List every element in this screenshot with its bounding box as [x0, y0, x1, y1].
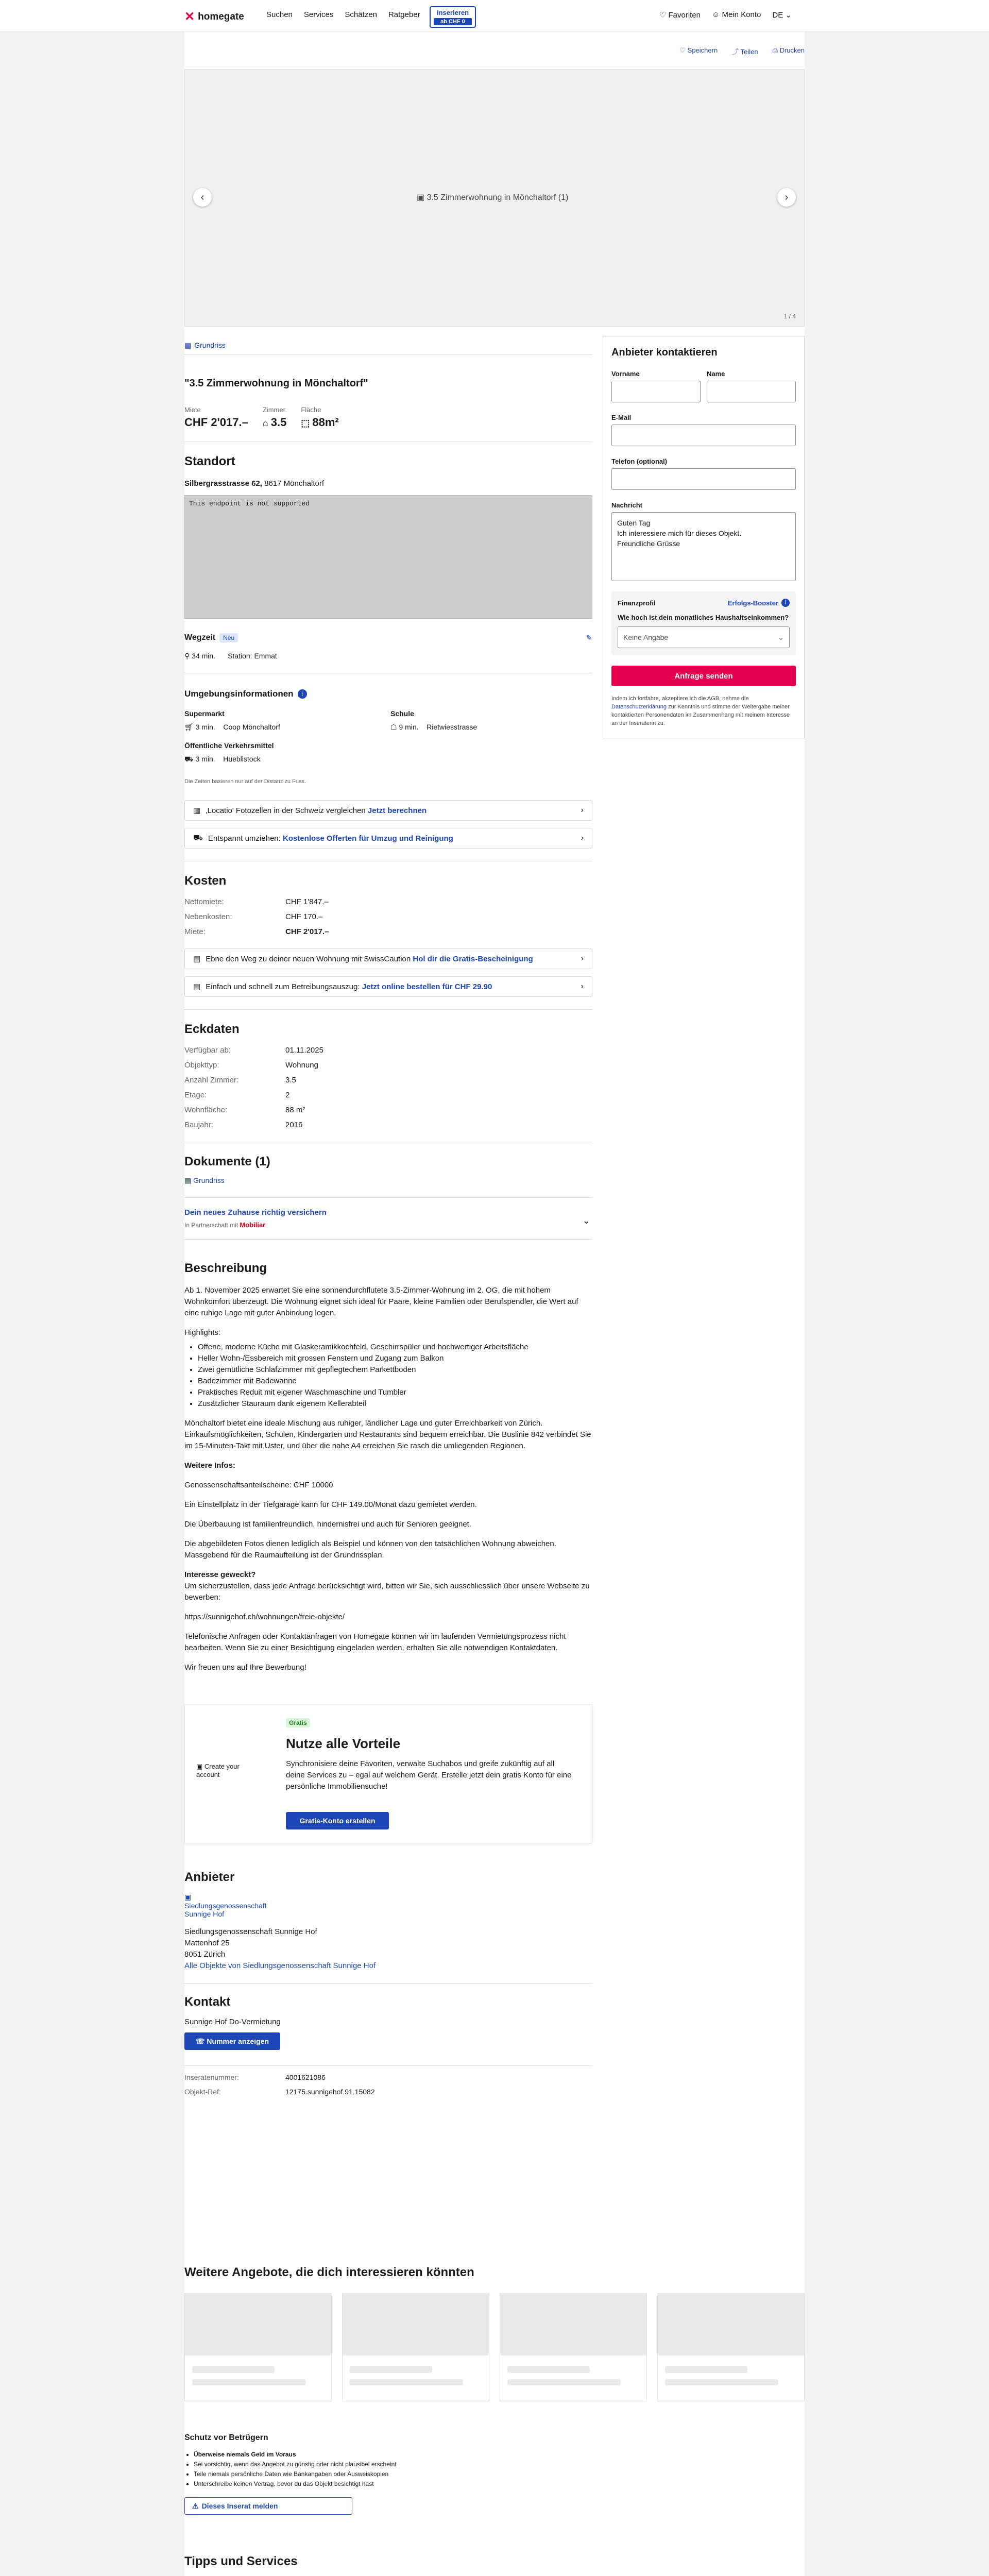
send-request-button[interactable]: Anfrage senden [611, 666, 796, 686]
tips-section [184, 2554, 805, 2576]
gallery-next-icon[interactable]: › [777, 188, 796, 207]
moving-banner[interactable]: ⛟ Entspannt umziehen: Kostenlose Offerten für Umzug und Reinigung › [184, 828, 592, 849]
offer-card-skeleton[interactable] [184, 2293, 332, 2401]
gallery-prev-icon[interactable]: ‹ [193, 188, 212, 207]
calculator-icon: ▥ [193, 806, 201, 815]
listing-actions [679, 46, 805, 56]
chevron-down-icon: ⌄ [778, 633, 784, 641]
document-icon: ▤ [184, 341, 192, 349]
insurance-accordion[interactable]: Dein neues Zuhause richtig versichern In Partnerschaft mit Mobiliar ⌄ [184, 1208, 590, 1229]
homegate-logo[interactable]: ✕ homegate [184, 10, 244, 24]
offer-card-skeleton[interactable] [342, 2293, 489, 2401]
show-phone-button[interactable]: ☏ Nummer anzeigen [184, 2032, 280, 2050]
document-floorplan-link[interactable]: ▤ Grundriss [184, 1176, 225, 1184]
address: Silbergrasstrasse 62, 8617 Mönchaltorf [184, 479, 325, 488]
document-icon: ▤ [193, 982, 201, 991]
costs-heading: Kosten [184, 874, 227, 888]
rooms-fact: Zimmer ⌂ 3.5 [262, 406, 287, 429]
mobiliar-logo: Mobiliar [240, 1221, 266, 1229]
insert-button[interactable]: Inserieren ab CHF 0 [430, 6, 476, 28]
offer-card-skeleton[interactable] [657, 2293, 805, 2401]
divider [184, 1197, 592, 1198]
divider [184, 1239, 592, 1240]
share-button[interactable]: ⤴ Teilen [732, 48, 758, 56]
chevron-right-icon: › [581, 982, 584, 991]
floorplan-link[interactable]: ▤ Grundriss [184, 341, 226, 349]
documents-heading: Dokumente (1) [184, 1155, 270, 1168]
new-badge: Neu [219, 633, 238, 642]
nav-services[interactable]: Services [303, 10, 334, 19]
promo-text: Synchronisiere deine Favoriten, verwalte Suchabos und greife zukünftig auf all deine Services zu – egal auf welchem Gerät. Erstelle jetzt dein gratis Konto für eine persönliche Immobiliensuche! [286, 1759, 572, 1791]
header-right [659, 10, 792, 20]
fraud-tips: • Überweise niemals Geld im Voraus • Sei vorsichtig, wenn das Angebot zu günstig oder nicht plausibel erscheint • Teile niemals persönliche Daten wie Bankangaben oder Ausweiskopien • Unterschreibe keinen Vertrag, bevor du das Objekt besichtigt hast [194, 2450, 805, 2489]
listing-title: "3.5 Zimmerwohnung in Mönchaltorf" [184, 378, 368, 389]
insert-price-badge: ab CHF 0 [434, 18, 472, 25]
contact-form: Anbieter kontaktieren Vorname Name E-Mail Telefon (optional) Nachricht Guten Tag Ich interessiere mich für dieses Objekt. Freundliche Grüsse Finanzprofil Erfolgs-Booster i Wie hoch ist dein monatliches Haushaltseinkommen? Keine Angabe ⌄ Anfrage senden Indem ich fortfahre, akzeptiere ich die AGB, nehme die Datenschutzerklärung zur Kenntnis und stimme der Weitergabe meiner kontaktierten Personendaten im Zusammenhang mit meinem Interesse an der Inseraterin zu. [603, 336, 805, 738]
highlights-list: • Offene, moderne Küche mit Glaskeramikkochfeld, Geschirrspüler und hochwertiger Arbeitsfläche • Heller Wohn-/Essbereich mit grossen Fenstern und Zugang zum Balkon • Zwei gemütliche Schlafzimmer mit gepflegtechem Parkettboden • Badezimmer mit Badewanne • Praktisches Reduit mit eigener Waschmaschine und Tumbler • Zusätzlicher Stauraum dank eigenem Kellerabteil [198, 1342, 592, 1410]
finance-profile: Finanzprofil Erfolgs-Booster i Wie hoch ist dein monatliches Haushaltseinkommen? Keine Angabe ⌄ [611, 591, 796, 655]
debt-register-banner[interactable]: ▤ Einfach und schnell zum Betreibungsauszug: Jetzt online bestellen für CHF 29.90 › [184, 976, 592, 997]
chevron-right-icon: › [581, 954, 584, 963]
user-icon: ☺ [712, 10, 722, 19]
description-body: Ab 1. November 2025 erwartet Sie eine sonnendurchflutete 3.5-Zimmer-Wohnung im 2. OG, die mit hohem Wohnkomfort überzeugt. Die Wohnung eignet sich ideal für Paare, kleine Familien oder Berufspendler, die Wert auf eine ruhige Lage mit guter Anbindung legen. Highlights: • Offene, moderne Küche mit Glaskeramikkochfeld, Geschirrspüler und hochwertiger Arbeitsfläche • Heller Wohn-/Essbereich mit grossen Fenstern und Zugang zum Balkon • Zwei gemütliche Schlafzimmer mit gepflegtechem Parkettboden • Badezimmer mit Badewanne • Praktisches Reduit mit eigener Waschmaschine und Tumbler • Zusätzlicher Stauraum dank eigenem Kellerabteil Mönchaltorf bietet eine ideale Mischung aus ruhiger, ländlicher Lage und guter Erreichbarkeit von Zürich. Einkaufsmöglichkeiten, Schulen, Kindergarten und Restaurants sind bequem erreichbar. Die Buslinie 842 verbindet Sie im 15-Minuten-Takt mit Uster, und über die nahe A4 erreichen Sie rasch die umliegenden Regionen. Weitere Infos: Genossenschaftsanteilscheine: CHF 10000 Ein Einstellplatz in der Tiefgarage kann für CHF 149.00/Monat dazu gemietet werden. Die Überbauung ist familienfreundlich, hindernisfrei und auch für Senioren geeignet. Die abgebildeten Fotos dienen lediglich als Beispiel und können von den tatsächlichen Wohnung abweichen. Massgebend für die Raumaufteilung ist der Grundrissplan. Interesse geweckt? Um sicherzustellen, dass jede Anfrage berücksichtigt wird, bitten wir Sie, sich ausschliesslich über unsere Webseite zu bewerben: https://sunnigehof.ch/wohnungen/freie-objekte/ Telefonische Anfragen oder Kontaktanfragen von Homegate können wir im laufenden Vermietungsprozess nicht bearbeiten. Wenn Sie zu einer Besichtigung eingeladen werden, erhalten Sie alle notwendigen Kontaktdaten. Wir freuen uns auf Ihre Bewerbung! [184, 1285, 592, 1673]
warning-icon: ⚠ [192, 2501, 199, 2510]
listing-references: Inseratenummer: 4001621086 Objekt-Ref: 12175.sunnigehof.91.15082 [184, 2073, 375, 2096]
chevron-right-icon: › [581, 834, 584, 842]
more-offers-section [184, 2265, 805, 2515]
environment-note: Die Zeiten basieren nur auf der Distanz zu Fuss. [184, 778, 306, 785]
main-nav [266, 10, 420, 19]
costs-table: Nettomiete: CHF 1'847.– Nebenkosten: CHF 170.– Miete: CHF 2'017.– [184, 897, 329, 936]
description-heading: Beschreibung [184, 1261, 267, 1275]
privacy-link[interactable]: Datenschutzerklärung [611, 704, 667, 710]
lastname-input[interactable] [707, 381, 796, 402]
provider-all-listings-link[interactable]: Alle Objekte von Siedlungsgenossenschaft Sunnige Hof [184, 1961, 376, 1970]
area-fact: Fläche ⬚ 88m² [301, 406, 339, 429]
commute-header: Wegzeit Neu ✎ [184, 633, 592, 642]
locatio-banner[interactable]: ▥ ‚Locatio' Fotozellen in der Schweiz vergleichen Jetzt berechnen › [184, 800, 592, 821]
logo-mark-icon: ✕ [184, 10, 195, 24]
promo-image: ▣ Create your account [196, 1762, 240, 1778]
rent-fact: Miete CHF 2'017.– [184, 406, 248, 429]
bus-icon: ⛟ [184, 755, 196, 763]
firstname-input[interactable] [611, 381, 701, 402]
divider [184, 2065, 592, 2066]
divider [184, 354, 592, 355]
edit-icon[interactable]: ✎ [586, 634, 592, 642]
contact-form-title: Anbieter kontaktieren [611, 347, 718, 358]
house-icon: ⌂ [262, 418, 271, 428]
divider [184, 1983, 592, 1984]
language-select[interactable]: DE ⌄ [772, 11, 792, 20]
share-icon: ⤴ [732, 48, 741, 56]
heart-icon: ♡ [679, 46, 688, 54]
swisscaution-banner[interactable]: ▤ Ebne den Weg zu deiner neuen Wohnung mit SwissCaution Hol dir die Gratis-Bescheinigung › [184, 948, 592, 969]
chevron-right-icon: › [581, 806, 584, 815]
commute-info: ⚲ 34 min. Station: Emmat [184, 652, 277, 660]
tips-heading: Tipps und Services [184, 2554, 298, 2568]
key-facts [184, 406, 592, 429]
broken-image-icon: ▣ [196, 1762, 204, 1770]
create-account-button[interactable]: Gratis-Konto erstellen [286, 1812, 389, 1829]
walking-icon: ⚲ [184, 652, 192, 660]
location-heading: Standort [184, 454, 235, 468]
truck-icon: ⛟ [193, 833, 203, 842]
broken-image-icon: ▣ [184, 1893, 192, 1901]
provider-logo[interactable]: ▣ Siedlungsgenossenschaft Sunnige Hof [184, 1893, 267, 1918]
image-gallery[interactable] [184, 69, 805, 327]
document-icon: ▤ [184, 1176, 194, 1184]
document-icon: ▤ [193, 955, 201, 963]
income-select[interactable]: Keine Angabe ⌄ [618, 626, 790, 648]
free-badge: Gratis [286, 1718, 310, 1727]
save-button[interactable]: ♡ Speichern [679, 46, 718, 54]
phone-input[interactable] [611, 468, 796, 490]
nav-suchen[interactable]: Suchen [266, 10, 293, 19]
fraud-heading: Schutz vor Betrügern [184, 2433, 268, 2442]
gallery-image-alt: ▣ 3.5 Zimmerwohnung in Mönchaltorf (1) [417, 193, 569, 202]
printer-icon: ⎙ [772, 46, 780, 54]
account-promo [184, 1704, 592, 1843]
page-container [184, 32, 805, 2576]
info-icon[interactable]: i [781, 599, 790, 607]
offer-card-skeleton[interactable] [500, 2293, 647, 2401]
print-button[interactable]: ⎙ Drucken [772, 46, 805, 54]
divider [184, 1009, 592, 1010]
offer-cards [184, 2293, 805, 2406]
broken-image-icon: ▣ [417, 193, 427, 202]
report-listing-button[interactable]: ⚠ Dieses Inserat melden [184, 2497, 352, 2515]
heart-icon: ♡ [659, 11, 669, 20]
top-navigation-bar [0, 0, 989, 32]
legal-notice: Indem ich fortfahre, akzeptiere ich die AGB, nehme die Datenschutzerklärung zur Kenntnis und stimme der Weitergabe meiner kontaktierten Personendaten im Zusammenhang mit meinem Interesse an der Inseraterin zu. [611, 696, 790, 726]
name-row: Vorname Name [611, 370, 796, 402]
main-column [184, 336, 592, 2096]
message-textarea[interactable]: Guten Tag Ich interessiere mich für dieses Objekt. Freundliche Grüsse [611, 512, 796, 581]
promo-title: Nutze alle Vorteile [286, 1736, 401, 1751]
environment-grid: Supermarkt 🛒︎ 3 min. Coop Mönchaltorf Schule ☖ 9 min. Rietwiesstrasse Öffentliche Verkehrsmittel ⛟ 3 min. Hueblistock [184, 709, 478, 763]
nav-schaetzen[interactable]: Schätzen [345, 10, 377, 19]
booster-link[interactable]: Erfolgs-Booster [727, 599, 778, 607]
contact-heading: Kontakt [184, 1995, 231, 2009]
environment-header: Umgebungsinformationen i [184, 689, 592, 699]
chevron-down-icon: ⌄ [783, 11, 792, 20]
details-table: Verfügbar ab: 01.11.2025 Objekttyp: Wohnung Anzahl Zimmer: 3.5 Etage: 2 Wohnfläche: 88 m² Baujahr: 2016 [184, 1046, 323, 1129]
contact-person: Sunnige Hof Do-Vermietung [184, 2018, 281, 2026]
phone-icon: ☏ [196, 2037, 207, 2045]
provider-address: Siedlungsgenossenschaft Sunnige Hof Mattenhof 25 8051 Zürich Alle Objekte von Siedlungsgenossenschaft Sunnige Hof [184, 1927, 376, 1970]
gallery-counter: 1 / 4 [783, 313, 796, 320]
chevron-down-icon: ⌄ [582, 1215, 590, 1226]
account-link[interactable]: ☺ Mein Konto [712, 10, 761, 19]
favorites-link[interactable]: ♡ Favoriten [659, 11, 701, 20]
school-icon: ☖ [390, 723, 399, 731]
more-offers-heading: Weitere Angebote, die dich interessieren könnten [184, 2265, 474, 2279]
details-heading: Eckdaten [184, 1022, 240, 1036]
nav-ratgeber[interactable]: Ratgeber [388, 10, 420, 19]
provider-heading: Anbieter [184, 1870, 235, 1884]
map-frame[interactable]: This endpoint is not supported [184, 495, 592, 619]
cart-icon: 🛒︎ [184, 723, 196, 731]
email-input[interactable] [611, 425, 796, 446]
area-icon: ⬚ [301, 418, 313, 428]
info-icon[interactable]: i [298, 689, 307, 699]
